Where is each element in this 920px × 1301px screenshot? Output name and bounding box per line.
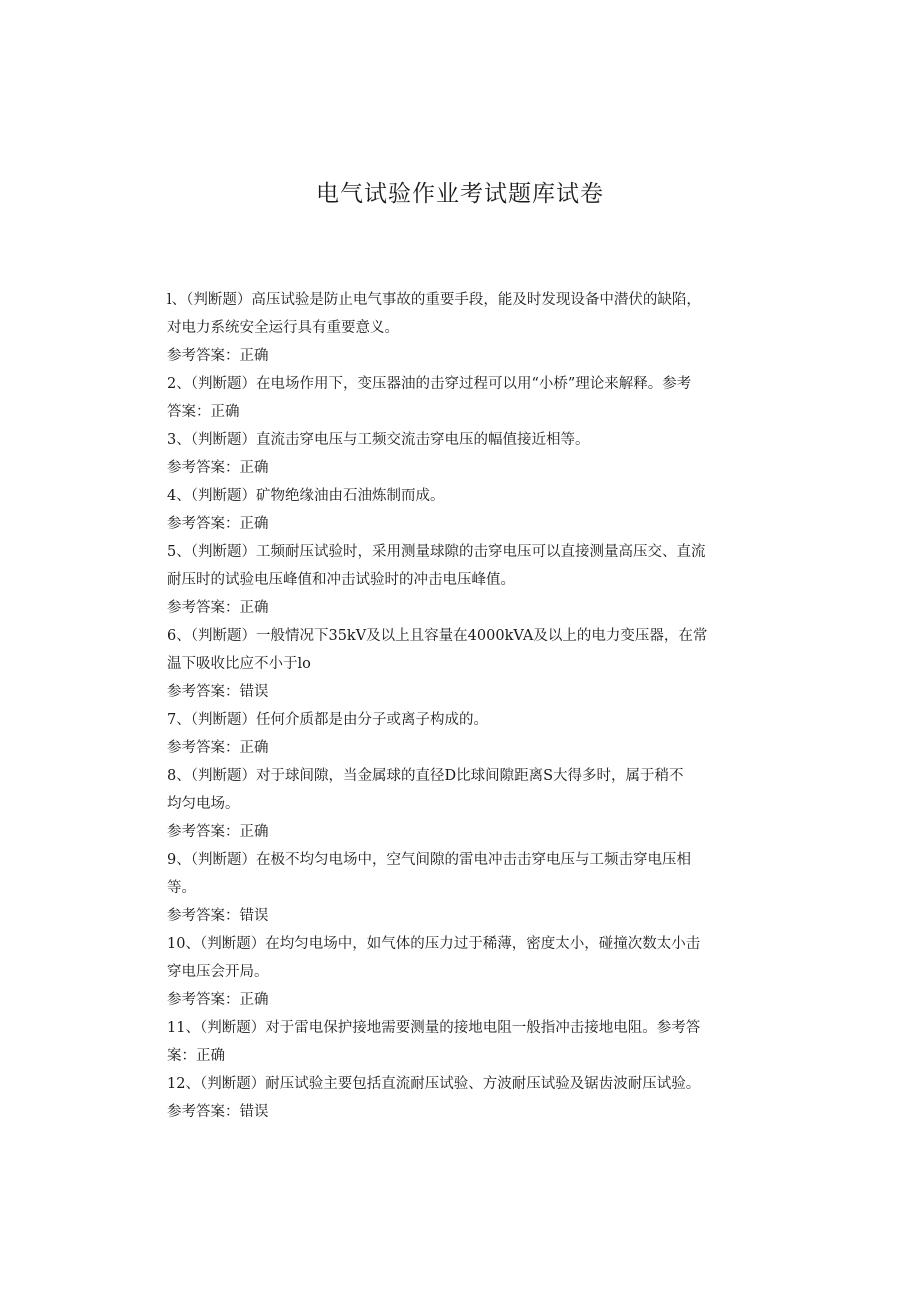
question-6-line-2: 温下吸收比应不小于lo [167,656,311,672]
question-10-answer: 参考答案：正确 [167,992,269,1008]
question-item-1 [167,286,749,370]
question-6-answer: 参考答案：错误 [167,684,269,700]
question-9-line-1: 9、（判断题）在极不均匀电场中，空气间隙的雷电冲击击穿电压与工频击穿电压相 [167,852,691,868]
question-11-line-1: 11、（判断题）对于雷电保护接地需要测量的接地电阻一般指冲击接地电阻。参考答 [167,1020,701,1036]
question-item-4 [167,482,749,538]
document-title: 电气试验作业考试题库试卷 [316,181,604,207]
question-5-line-1: 5、（判断题）工频耐压试验时，采用测量球隙的击穿电压可以直接测量高压交、直流 [167,544,706,560]
question-9-line-2: 等。 [167,880,196,896]
question-list [167,286,749,1126]
question-8-answer: 参考答案：正确 [167,824,269,840]
question-8-line-1: 8、（判断题）对于球间隙，当金属球的直径D比球间隙距离S大得多时，属于稍不 [167,768,684,784]
question-12-answer: 参考答案：错误 [167,1104,269,1120]
question-11-line-2: 案：正确 [167,1048,225,1064]
question-12-line-1: 12、（判断题）耐压试验主要包括直流耐压试验、方波耐压试验及锯齿波耐压试验。 [167,1076,701,1092]
question-7-line-1: 7、（判断题）任何介质都是由分子或离子构成的。 [167,712,488,728]
question-1-line-1: l、（判断题）高压试验是防止电气事故的重要手段，能及时发现设备中潜伏的缺陷， [167,292,701,308]
question-3-answer: 参考答案：正确 [167,460,269,476]
question-1-answer: 参考答案：正确 [167,348,269,364]
question-10-line-2: 穿电压会开局。 [167,964,269,980]
question-item-9 [167,846,749,930]
question-item-2 [167,370,749,426]
question-10-line-1: 10、（判断题）在均匀电场中，如气体的压力过于稀薄，密度太小，碰撞次数太小击 [167,936,701,952]
question-item-10 [167,930,749,1014]
question-4-line-1: 4、（判断题）矿物绝缘油由石油炼制而成。 [167,488,445,504]
question-7-answer: 参考答案：正确 [167,740,269,756]
question-6-line-1: 6、（判断题）一般情况下35kV及以上且容量在4000kVA及以上的电力变压器，在常 [167,628,708,644]
question-2-line-1: 2、（判断题）在电场作用下，变压器油的击穿过程可以用“小桥”理论来解释。参考 [167,376,692,392]
question-2-line-2: 答案：正确 [167,404,240,420]
question-item-12 [167,1070,749,1126]
question-5-line-2: 耐压时的试验电压峰值和冲击试验时的冲击电压峰值。 [167,572,515,588]
question-4-answer: 参考答案：正确 [167,516,269,532]
question-item-8 [167,762,749,846]
question-1-line-2: 对电力系统安全运行具有重要意义。 [167,320,399,336]
question-9-answer: 参考答案：错误 [167,908,269,924]
question-item-7 [167,706,749,762]
question-item-6 [167,622,749,706]
question-item-11 [167,1014,749,1070]
question-item-3 [167,426,749,482]
question-8-line-2: 均匀电场。 [167,796,240,812]
question-item-5 [167,538,749,622]
question-3-line-1: 3、（判断题）直流击穿电压与工频交流击穿电压的幅值接近相等。 [167,432,590,448]
question-5-answer: 参考答案：正确 [167,600,269,616]
